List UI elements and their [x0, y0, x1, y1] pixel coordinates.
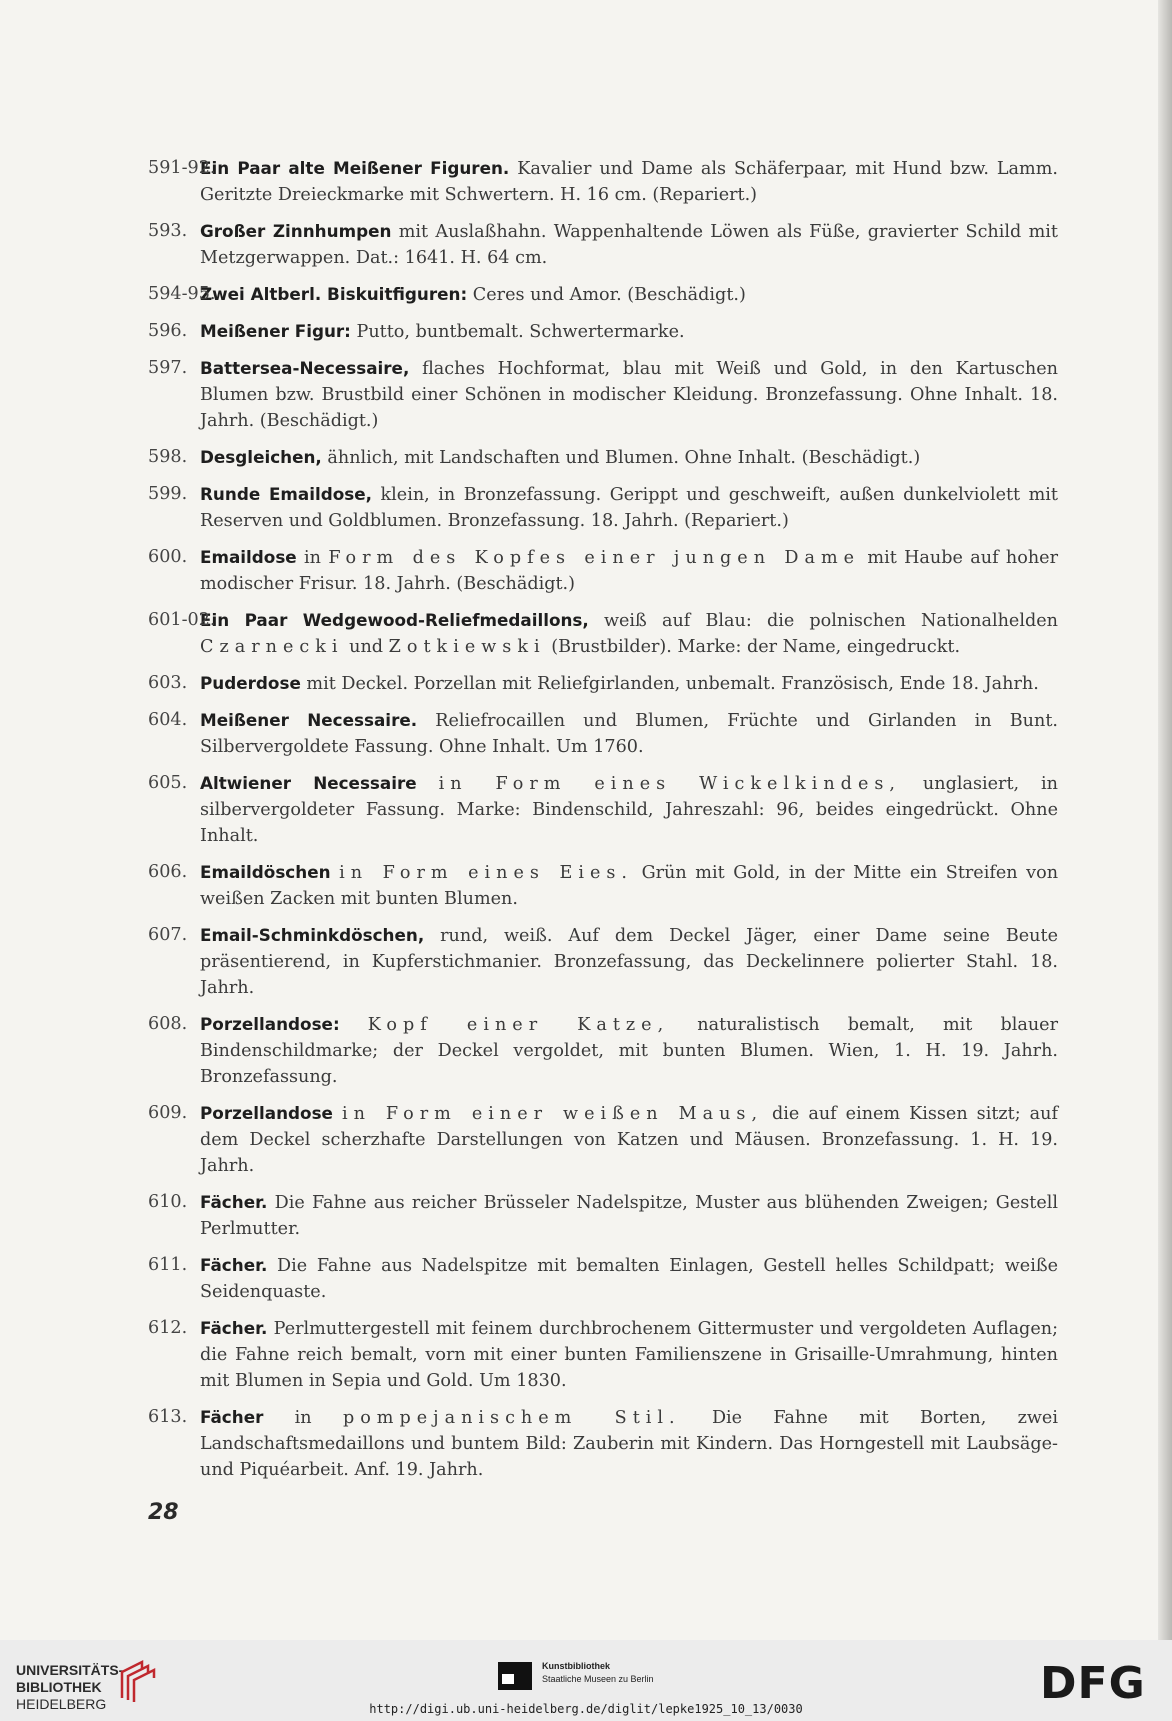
- entry-heading: Porzellandose:: [200, 1014, 340, 1034]
- entry-text: weiß auf Blau: die polnischen Nationalhelden: [588, 611, 1058, 631]
- entry-heading: Emaildöschen: [200, 862, 331, 882]
- catalog-entry: [148, 922, 1058, 1001]
- catalog-entry: [148, 444, 1058, 471]
- entry-number: 605.: [148, 773, 188, 793]
- entry-heading: Desgleichen,: [200, 447, 322, 467]
- catalog-entry: [148, 607, 1058, 660]
- entry-text: Die Fahne mit Borten, zwei Landschaftsmedaillons und buntem Bild: Zauberin mit Kindern. Das Horngestell mit Laubsäge- und Piquéarbeit. Anf. 19. Jahrh.: [200, 1408, 1058, 1480]
- catalog-entry: [148, 1011, 1058, 1090]
- entry-heading: Runde Emaildose,: [200, 484, 373, 504]
- entry-heading: Altwiener Necessaire: [200, 773, 417, 793]
- entry-spaced-text: in Form eines Eies.: [339, 863, 634, 883]
- catalog-entry: [148, 770, 1058, 849]
- entry-number: 611.: [148, 1255, 188, 1275]
- catalog-entry: [148, 281, 1058, 308]
- catalog-entry: [148, 155, 1058, 208]
- entry-text: Grün mit Gold, in der Mitte ein Streifen von weißen Zacken mit bunten Blumen.: [200, 863, 1059, 909]
- catalog-entry: [148, 1404, 1058, 1483]
- ub-line-3: HEIDELBERG: [16, 1696, 107, 1712]
- entry-number: 600.: [148, 547, 188, 567]
- catalog-entry: [148, 481, 1058, 534]
- entry-number: 596.: [148, 321, 188, 341]
- entry-text: [417, 774, 439, 794]
- entry-spaced-text: Form des Kopfes einer jungen Dame: [328, 548, 861, 568]
- entry-text: in: [263, 1408, 343, 1428]
- dfg-logo[interactable]: DFG: [1040, 1658, 1146, 1709]
- ub-line-2: BIBLIOTHEK: [16, 1679, 102, 1695]
- entry-text: mit Deckel. Porzellan mit Reliefgirlanden, unbemalt. Französisch, Ende 18. Jahrh.: [300, 674, 1039, 694]
- entry-heading: Email-Schminkdöschen,: [200, 925, 425, 945]
- kb-subtitle: Staatliche Museen zu Berlin: [542, 1674, 654, 1684]
- catalog-entry: [148, 544, 1058, 597]
- catalog-entry: [148, 1252, 1058, 1305]
- catalog-entry: [148, 318, 1058, 345]
- entry-number: 599.: [148, 484, 188, 504]
- footer-bar: [0, 1640, 1172, 1721]
- entry-heading: Ein Paar Wedgewood-Reliefmedaillons,: [200, 610, 589, 630]
- ub-line-1: UNIVERSITÄTS-: [16, 1662, 124, 1678]
- entry-heading: Fächer.: [200, 1192, 268, 1212]
- page-number: 28: [148, 1500, 179, 1525]
- entry-heading: Großer Zinnhumpen: [200, 221, 392, 241]
- entry-text: Reliefrocaillen und Blumen, Früchte und Girlanden in Bunt. Silbervergoldete Fassung. Ohne Inhalt. Um 1760.: [200, 711, 1058, 757]
- entry-text: Putto, buntbemalt. Schwertermarke.: [350, 322, 685, 342]
- kb-title: Kunstbibliothek: [542, 1661, 610, 1671]
- entry-text: [331, 863, 340, 883]
- entry-number: 608.: [148, 1014, 188, 1034]
- entry-number: 612.: [148, 1318, 188, 1338]
- entry-number: 603.: [148, 673, 188, 693]
- entry-text: und: [343, 637, 389, 657]
- entry-number: 591-92.: [148, 158, 216, 178]
- catalog-entry: [148, 1189, 1058, 1242]
- catalog-entry: [148, 1315, 1058, 1394]
- entry-heading: Fächer.: [200, 1255, 268, 1275]
- catalog-entry: [148, 859, 1058, 912]
- entry-spaced-text: Czarnecki: [200, 637, 344, 657]
- entry-text: klein, in Bronzefassung. Gerippt und geschweift, außen dunkelviolett mit Reserven und Goldblumen. Bronzefassung. 18. Jahrh. (Repariert.): [200, 485, 1058, 531]
- entry-number: 610.: [148, 1192, 188, 1212]
- entry-text: Die Fahne aus reicher Brüsseler Nadelspitze, Muster aus blühenden Zweigen; Gestell Perlmutter.: [200, 1193, 1058, 1239]
- catalog-entry: [148, 355, 1058, 434]
- entry-number: 609.: [148, 1103, 188, 1123]
- entry-text: flaches Hochformat, blau mit Weiß und Gold, in den Kartuschen Blumen bzw. Brustbild einer Schönen in modischer Kleidung. Bronzefassung. Ohne Inhalt. 18. Jahrh. (Beschädigt.): [200, 359, 1058, 431]
- entry-heading: Fächer: [200, 1407, 264, 1427]
- entry-number: 601-02.: [148, 610, 216, 630]
- catalog-entry: [148, 1100, 1058, 1179]
- entry-heading: Puderdose: [200, 673, 301, 693]
- entry-text: ähnlich, mit Landschaften und Blumen. Ohne Inhalt. (Beschädigt.): [321, 448, 921, 468]
- catalog-entry: [148, 218, 1058, 271]
- permalink-url[interactable]: http://digi.ub.uni-heidelberg.de/diglit/lepke1925_10_13/0030: [369, 1702, 803, 1716]
- entry-text: naturalistisch bemalt, mit blauer Bindenschildmarke; der Deckel vergoldet, mit bunten Blumen. Wien, 1. H. 19. Jahrh. Bronzefassung.: [200, 1015, 1058, 1087]
- entry-text: rund, weiß. Auf dem Deckel Jäger, einer Dame seine Beute präsentierend, in Kupferstichmanier. Bronzefassung, das Deckelinnere polierter Stahl. 18. Jahrh.: [200, 926, 1058, 998]
- entry-heading: Meißener Necessaire.: [200, 710, 418, 730]
- catalog-entry: [148, 670, 1058, 697]
- entry-spaced-text: Zotkiewski: [388, 637, 546, 657]
- entry-heading: Zwei Altberl. Biskuitfiguren:: [200, 284, 468, 304]
- entry-heading: Fächer.: [200, 1318, 268, 1338]
- entry-number: 597.: [148, 358, 188, 378]
- entry-text: unglasiert, in silbervergoldeter Fassung. Marke: Bindenschild, Jahreszahl: 96, beides eingedrückt. Ohne Inhalt.: [200, 774, 1058, 846]
- entry-spaced-text: pompejanischem Stil.: [342, 1408, 681, 1428]
- entry-number: 607.: [148, 925, 188, 945]
- entry-spaced-text: Kopf einer Katze,: [367, 1015, 670, 1035]
- catalog-entries: [148, 155, 1058, 1493]
- entry-text: (Brustbilder). Marke: der Name, eingedruckt.: [545, 637, 961, 657]
- entry-text: in: [296, 548, 329, 568]
- entry-text: Kavalier und Dame als Schäferpaar, mit Hund bzw. Lamm. Geritzte Dreieckmarke mit Schwertern. H. 16 cm. (Repariert.): [200, 159, 1059, 205]
- entry-text: [340, 1015, 368, 1035]
- entry-text: Die Fahne aus Nadelspitze mit bemalten Einlagen, Gestell helles Schildpatt; weiße Seidenquaste.: [200, 1256, 1058, 1302]
- catalog-entry: [148, 707, 1058, 760]
- kunstbibliothek-label[interactable]: [542, 1660, 654, 1686]
- entry-spaced-text: in Form eines Wickelkindes,: [438, 774, 901, 794]
- kunstbibliothek-logo-icon[interactable]: [498, 1662, 532, 1690]
- entry-number: 606.: [148, 862, 188, 882]
- ub-heidelberg-logo-icon[interactable]: [116, 1658, 162, 1704]
- entry-text: [333, 1104, 342, 1124]
- entry-text: Perlmuttergestell mit feinem durchbrochenem Gittermuster und vergoldeten Auflagen; die Fahne reich bemalt, vorn mit einer bunten Familienszene in Grisaille-Umrahmung, hinten mit Blumen in Sepia und Gold. Um 1830.: [200, 1319, 1058, 1391]
- entry-heading: Ein Paar alte Meißener Figuren.: [200, 158, 510, 178]
- entry-number: 604.: [148, 710, 188, 730]
- entry-number: 613.: [148, 1407, 188, 1427]
- entry-heading: Battersea-Necessaire,: [200, 358, 410, 378]
- entry-text: die auf einem Kissen sitzt; auf dem Deckel scherzhafte Darstellungen von Katzen und Mäusen. Bronzefassung. 1. H. 19. Jahrh.: [200, 1104, 1058, 1176]
- entry-number: 594-95.: [148, 284, 216, 304]
- entry-heading: Meißener Figur:: [200, 321, 351, 341]
- entry-number: 593.: [148, 221, 188, 241]
- entry-heading: Emaildose: [200, 547, 297, 567]
- entry-text: Ceres und Amor. (Beschädigt.): [467, 285, 746, 305]
- entry-text: mit Auslaßhahn. Wappenhaltende Löwen als Füße, gravierter Schild mit Metzgerwappen. Dat.: 1641. H. 64 cm.: [200, 222, 1058, 268]
- entry-spaced-text: in Form einer weißen Maus,: [341, 1104, 764, 1124]
- entry-heading: Porzellandose: [200, 1103, 333, 1123]
- entry-text: mit Haube auf hoher modischer Frisur. 18. Jahrh. (Beschädigt.): [200, 548, 1058, 594]
- entry-number: 598.: [148, 447, 188, 467]
